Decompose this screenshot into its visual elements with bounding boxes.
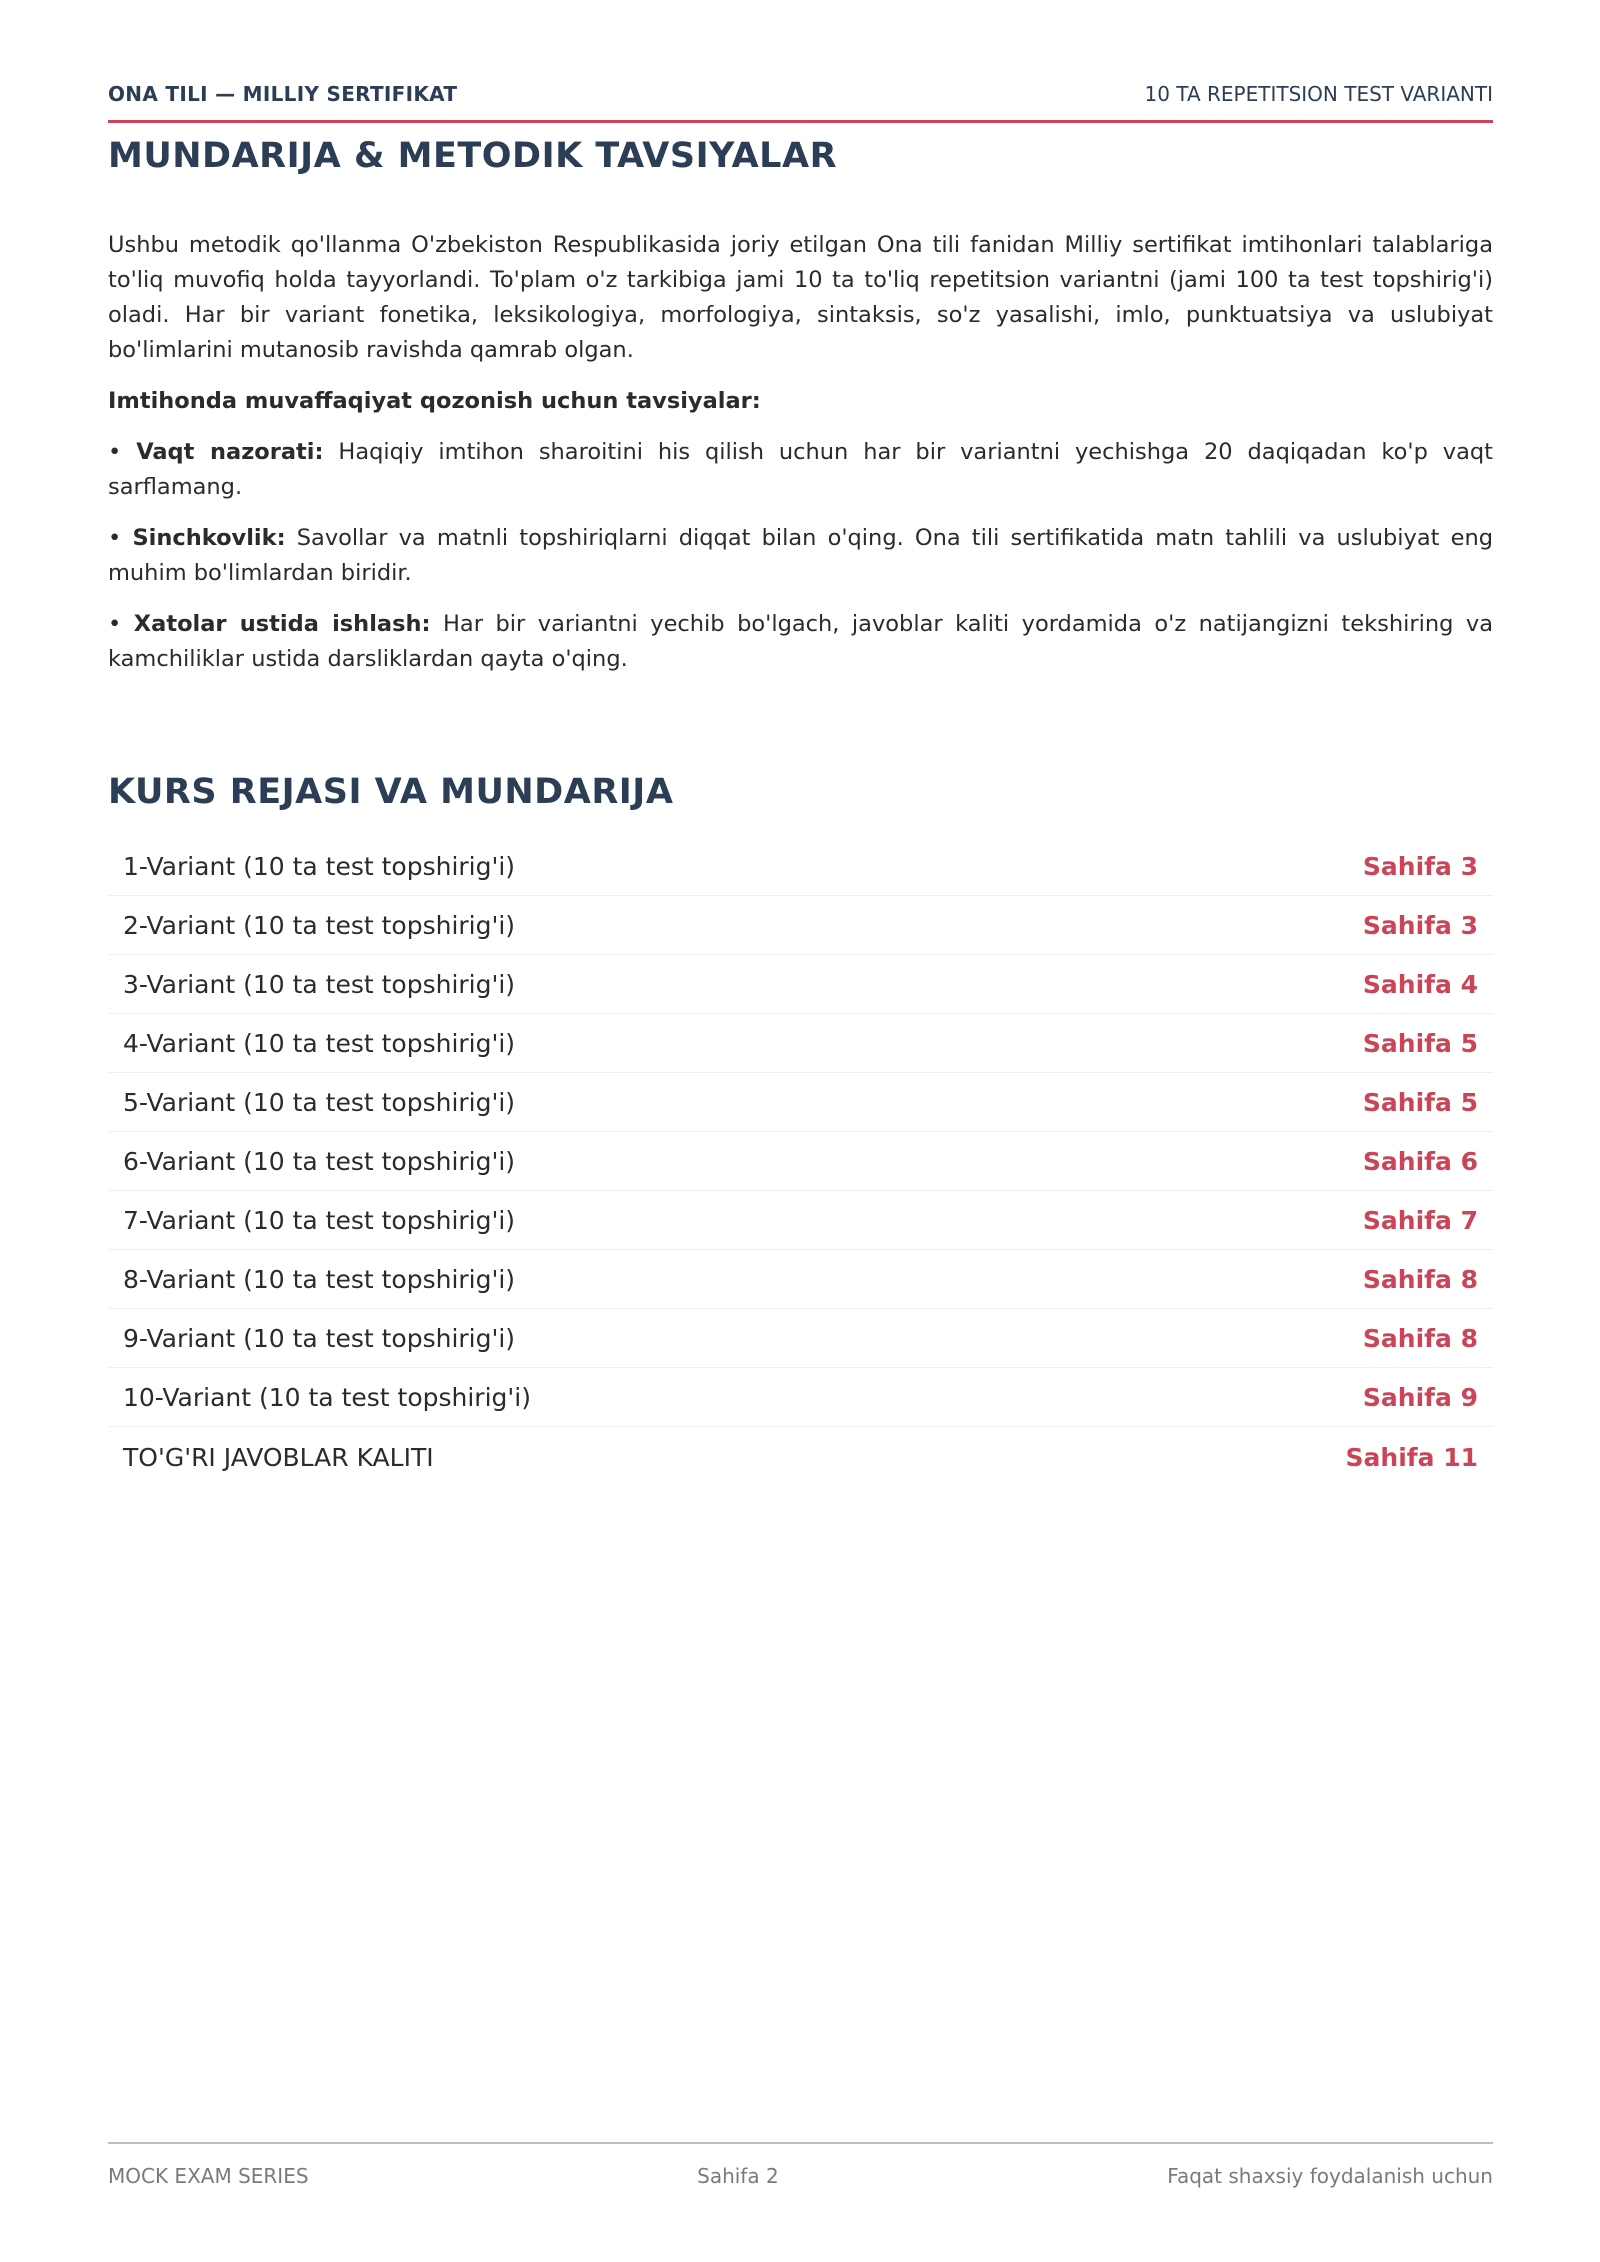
toc-entry-label: 6-Variant (10 ta test topshirig'i) — [123, 1147, 516, 1176]
toc-entry-page: Sahifa 4 — [1362, 970, 1478, 999]
toc-entry[interactable] — [108, 1369, 1493, 1427]
toc-entry[interactable] — [108, 1192, 1493, 1250]
tip-term: Xatolar ustida ishlash: — [133, 611, 431, 637]
toc-entry-page: Sahifa 8 — [1362, 1265, 1478, 1294]
tips-heading: Imtihonda muvaffaqiyat qozonish uchun tavsiyalar: — [108, 388, 761, 414]
footer-usage-note: Faqat shaxsiy foydalanish uchun — [1167, 2164, 1493, 2188]
tip-text: Haqiqiy imtihon sharoitini his qilish uchun har bir variantni yechishga 20 daqiqadan ko'p vaqt sarflamang. — [108, 439, 1493, 500]
bullet-marker: • — [108, 611, 122, 637]
toc-entry[interactable] — [108, 1074, 1493, 1132]
toc-entry-label: 3-Variant (10 ta test topshirig'i) — [123, 970, 516, 999]
section-title-table-of-contents: KURS REJASI VA MUNDARIJA — [108, 772, 674, 812]
toc-entry-label: 8-Variant (10 ta test topshirig'i) — [123, 1265, 516, 1294]
tip-item-mistakes — [108, 607, 1493, 677]
toc-entry-page: Sahifa 6 — [1362, 1147, 1478, 1176]
toc-entry-page: Sahifa 11 — [1345, 1442, 1478, 1472]
document-page — [108, 0, 1493, 2262]
toc-entry-answer-key[interactable] — [108, 1428, 1493, 1486]
toc-entry-page: Sahifa 5 — [1362, 1029, 1478, 1058]
running-footer — [108, 2142, 1493, 2188]
table-of-contents — [108, 838, 1493, 1487]
toc-entry[interactable] — [108, 1015, 1493, 1073]
toc-entry-label: 10-Variant (10 ta test topshirig'i) — [123, 1383, 531, 1412]
toc-entry-page: Sahifa 3 — [1362, 911, 1478, 940]
tip-term: Vaqt nazorati: — [136, 439, 324, 465]
footer-series-name: MOCK EXAM SERIES — [108, 2164, 309, 2188]
toc-entry-label: TO'G'RI JAVOBLAR KALITI — [123, 1442, 434, 1472]
toc-entry-label: 9-Variant (10 ta test topshirig'i) — [123, 1324, 516, 1353]
toc-entry-page: Sahifa 9 — [1362, 1383, 1478, 1412]
header-series-title: 10 TA REPETITSION TEST VARIANTI — [1144, 82, 1493, 106]
tip-item-attention — [108, 521, 1493, 591]
toc-entry[interactable] — [108, 1251, 1493, 1309]
intro-paragraph: Ushbu metodik qo'llanma O'zbekiston Respublikasida joriy etilgan Ona tili fanidan Milliy sertifikat imtihonlari talablariga to'liq muvofiq holda tayyorlandi. To'plam o'z tarkibiga jami 10 ta to'liq repetitsion variantni (jami 100 ta test topshirig'i) oladi. Har bir variant fonetika, leksikologiya, morfologiya, sintaksis, so'z yasalishi, imlo, punktuatsiya va uslubiyat bo'limlarini mutanosib ravishda qamrab olgan. — [108, 232, 1493, 363]
running-header — [108, 82, 1493, 123]
tip-text: Har bir variantni yechib bo'lgach, javoblar kaliti yordamida o'z natijangizni tekshiring va kamchiliklar ustida darsliklardan qayta o'qing. — [108, 611, 1493, 672]
toc-entry-page: Sahifa 3 — [1362, 852, 1478, 881]
toc-entry[interactable] — [108, 1133, 1493, 1191]
tip-item-time-control — [108, 435, 1493, 505]
toc-entry[interactable] — [108, 956, 1493, 1014]
section-title-methodology: MUNDARIJA & METODIK TAVSIYALAR — [108, 136, 838, 176]
toc-entry-label: 7-Variant (10 ta test topshirig'i) — [123, 1206, 516, 1235]
bullet-marker: • — [108, 525, 122, 551]
bullet-marker: • — [108, 439, 122, 465]
toc-entry-label: 4-Variant (10 ta test topshirig'i) — [123, 1029, 516, 1058]
toc-entry[interactable] — [108, 838, 1493, 896]
tip-text: Savollar va matnli topshiriqlarni diqqat bilan o'qing. Ona tili sertifikatida matn tahlili va uslubiyat eng muhim bo'limlardan biridir. — [108, 525, 1494, 586]
toc-entry-page: Sahifa 8 — [1362, 1324, 1478, 1353]
toc-entry-label: 2-Variant (10 ta test topshirig'i) — [123, 911, 516, 940]
toc-entry-page: Sahifa 5 — [1362, 1088, 1478, 1117]
toc-entry-page: Sahifa 7 — [1362, 1206, 1478, 1235]
tip-term: Sinchkovlik: — [132, 525, 286, 551]
toc-entry[interactable] — [108, 1310, 1493, 1368]
toc-entry-label: 1-Variant (10 ta test topshirig'i) — [123, 852, 516, 881]
toc-entry[interactable] — [108, 897, 1493, 955]
toc-entry-label: 5-Variant (10 ta test topshirig'i) — [123, 1088, 516, 1117]
methodology-section — [108, 228, 1493, 693]
header-course-title: ONA TILI — MILLIY SERTIFIKAT — [108, 82, 458, 106]
footer-page-number: Sahifa 2 — [697, 2164, 779, 2188]
